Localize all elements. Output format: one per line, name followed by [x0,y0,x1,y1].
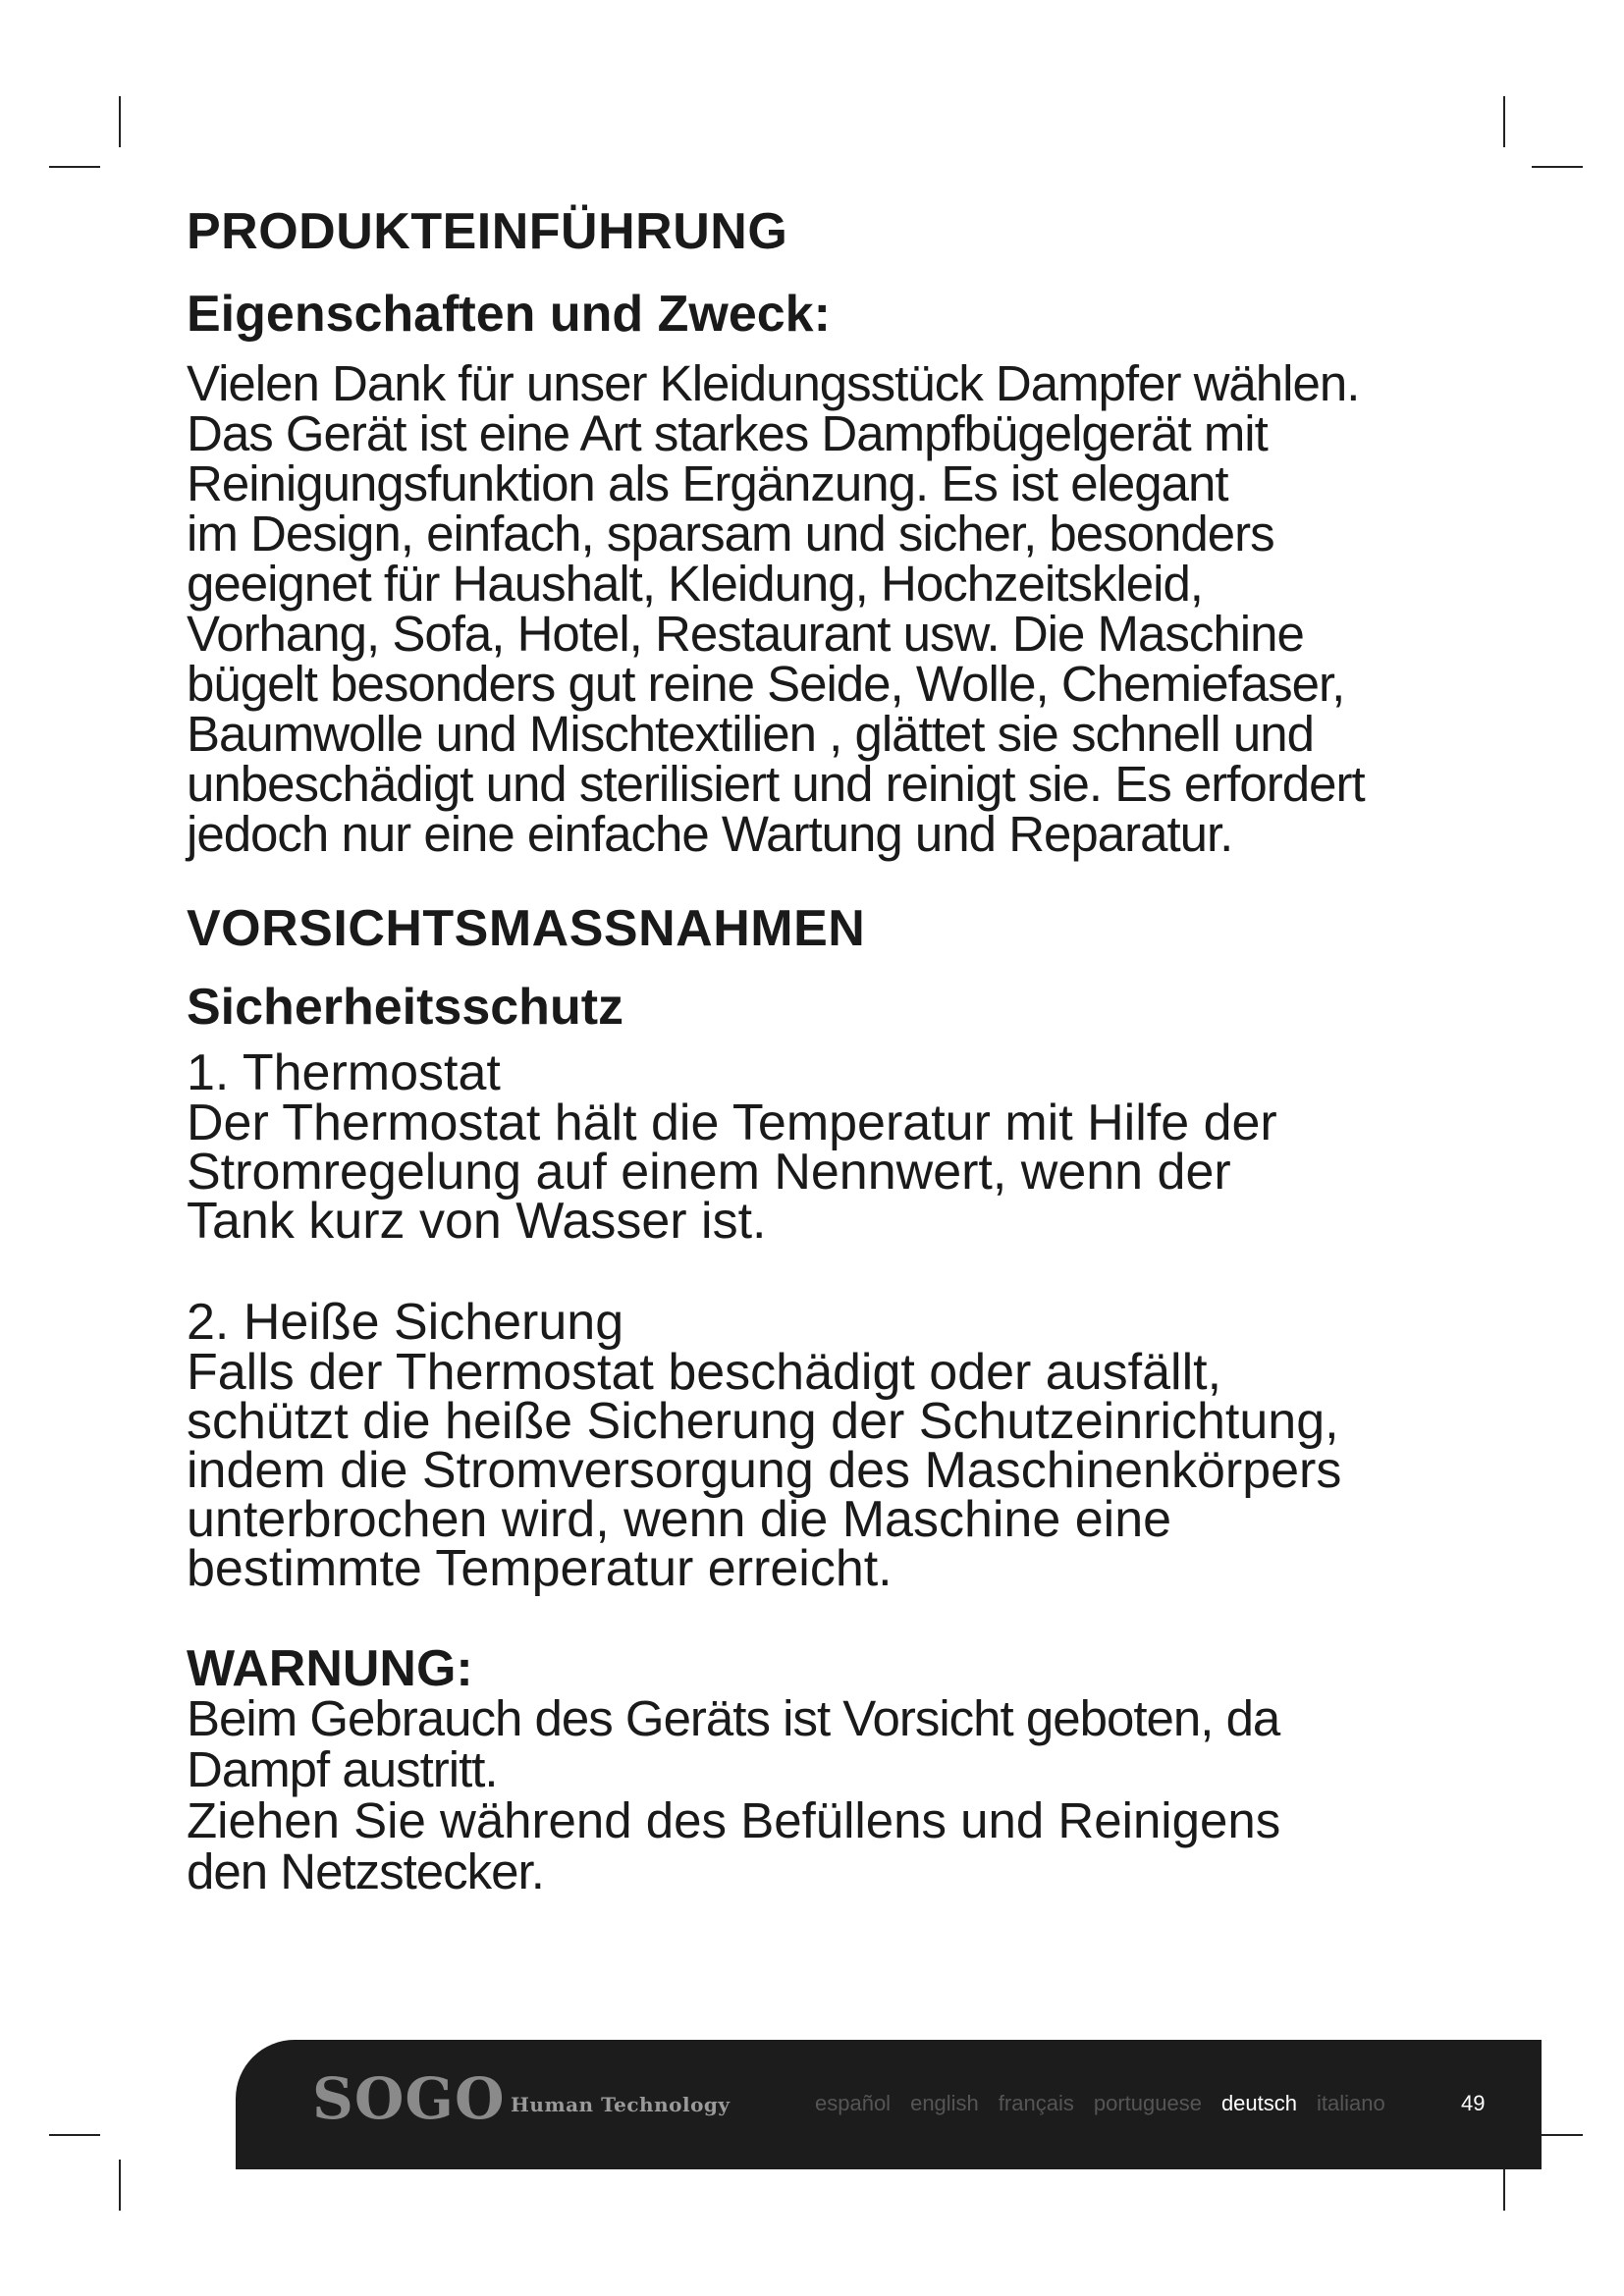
page-content [187,201,1451,1897]
warning-title: WARNUNG: [187,1640,473,1697]
text-line: Vielen Dank für unser Kleidungsstück Dampfer wählen. [187,355,1360,411]
lang-english: english [910,2091,979,2115]
lang-portuguese: portuguese [1093,2091,1202,2115]
text-line: Beim Gebrauch des Geräts ist Vorsicht geboten, da [187,1690,1280,1746]
item-title: 2. Heiße Sicherung [187,1294,624,1351]
intro-paragraph [187,355,1451,862]
text-line: bestimmte Temperatur erreicht. [187,1540,893,1597]
text-line: Tank kurz von Wasser ist. [187,1193,767,1250]
crop-mark [1503,96,1505,147]
lang-francais: français [998,2091,1074,2115]
item-thermostat [187,1044,1451,1250]
text-line: schützt die heiße Sicherung der Schutzeinrichtung, [187,1393,1339,1450]
item-title: 1. Thermostat [187,1044,501,1101]
text-line: im Design, einfach, sparsam und sicher, besonders [187,506,1274,561]
item-fuse [187,1294,1451,1597]
text-line: indem die Stromversorgung des Maschinenkörpers [187,1442,1342,1499]
footer-band [236,2040,1542,2169]
text-line: Vorhang, Sofa, Hotel, Restaurant usw. Die Maschine [187,606,1304,662]
lang-espanol: español [815,2091,892,2115]
text-line: geeignet für Haushalt, Kleidung, Hochzeitskleid, [187,556,1203,612]
warning-block [187,1640,1451,1899]
text-line: Das Gerät ist eine Art starkes Dampfbügelgerät mit [187,405,1268,461]
text-line: unbeschädigt und sterilisiert und reinigt sie. Es erfordert [187,756,1365,812]
lang-italiano: italiano [1317,2091,1385,2115]
text-line: jedoch nur eine einfache Wartung und Reparatur. [187,806,1233,862]
text-line: Der Thermostat hält die Temperatur mit Hilfe der [187,1095,1277,1151]
crop-mark [1532,166,1583,168]
text-line: Falls der Thermostat beschädigt oder ausfällt, [187,1344,1222,1401]
text-line: Baumwolle und Mischtextilien , glättet sie schnell und [187,706,1314,762]
text-line: unterbrochen wird, wenn die Maschine eine [187,1491,1172,1548]
text-line: Ziehen Sie während des Befüllens und Reinigens [187,1792,1281,1848]
section-title-precautions: VORSICHTSMASSNAHMEN [187,900,866,957]
language-list [815,2091,1385,2116]
lang-deutsch-active: deutsch [1220,2091,1297,2115]
text-line: Dampf austritt. [187,1741,498,1797]
crop-mark [119,96,121,147]
text-line: Stromregelung auf einem Nennwert, wenn der [187,1144,1231,1201]
crop-mark [49,166,100,168]
text-line: Reinigungsfunktion als Ergänzung. Es ist elegant [187,455,1228,511]
text-line: den Netzstecker. [187,1843,544,1899]
section-title-product-intro: PRODUKTEINFÜHRUNG [187,203,788,260]
page-number: 49 [1461,2091,1486,2115]
brand-tagline: Human Technology [511,2093,731,2116]
crop-mark [49,2134,100,2136]
text-line: bügelt besonders gut reine Seide, Wolle, Chemiefaser, [187,656,1345,712]
crop-mark [119,2160,121,2211]
brand-logo: SOGO [312,2065,506,2132]
subtitle-features: Eigenschaften und Zweck: [187,286,831,343]
subtitle-safety: Sicherheitsschutz [187,979,624,1036]
